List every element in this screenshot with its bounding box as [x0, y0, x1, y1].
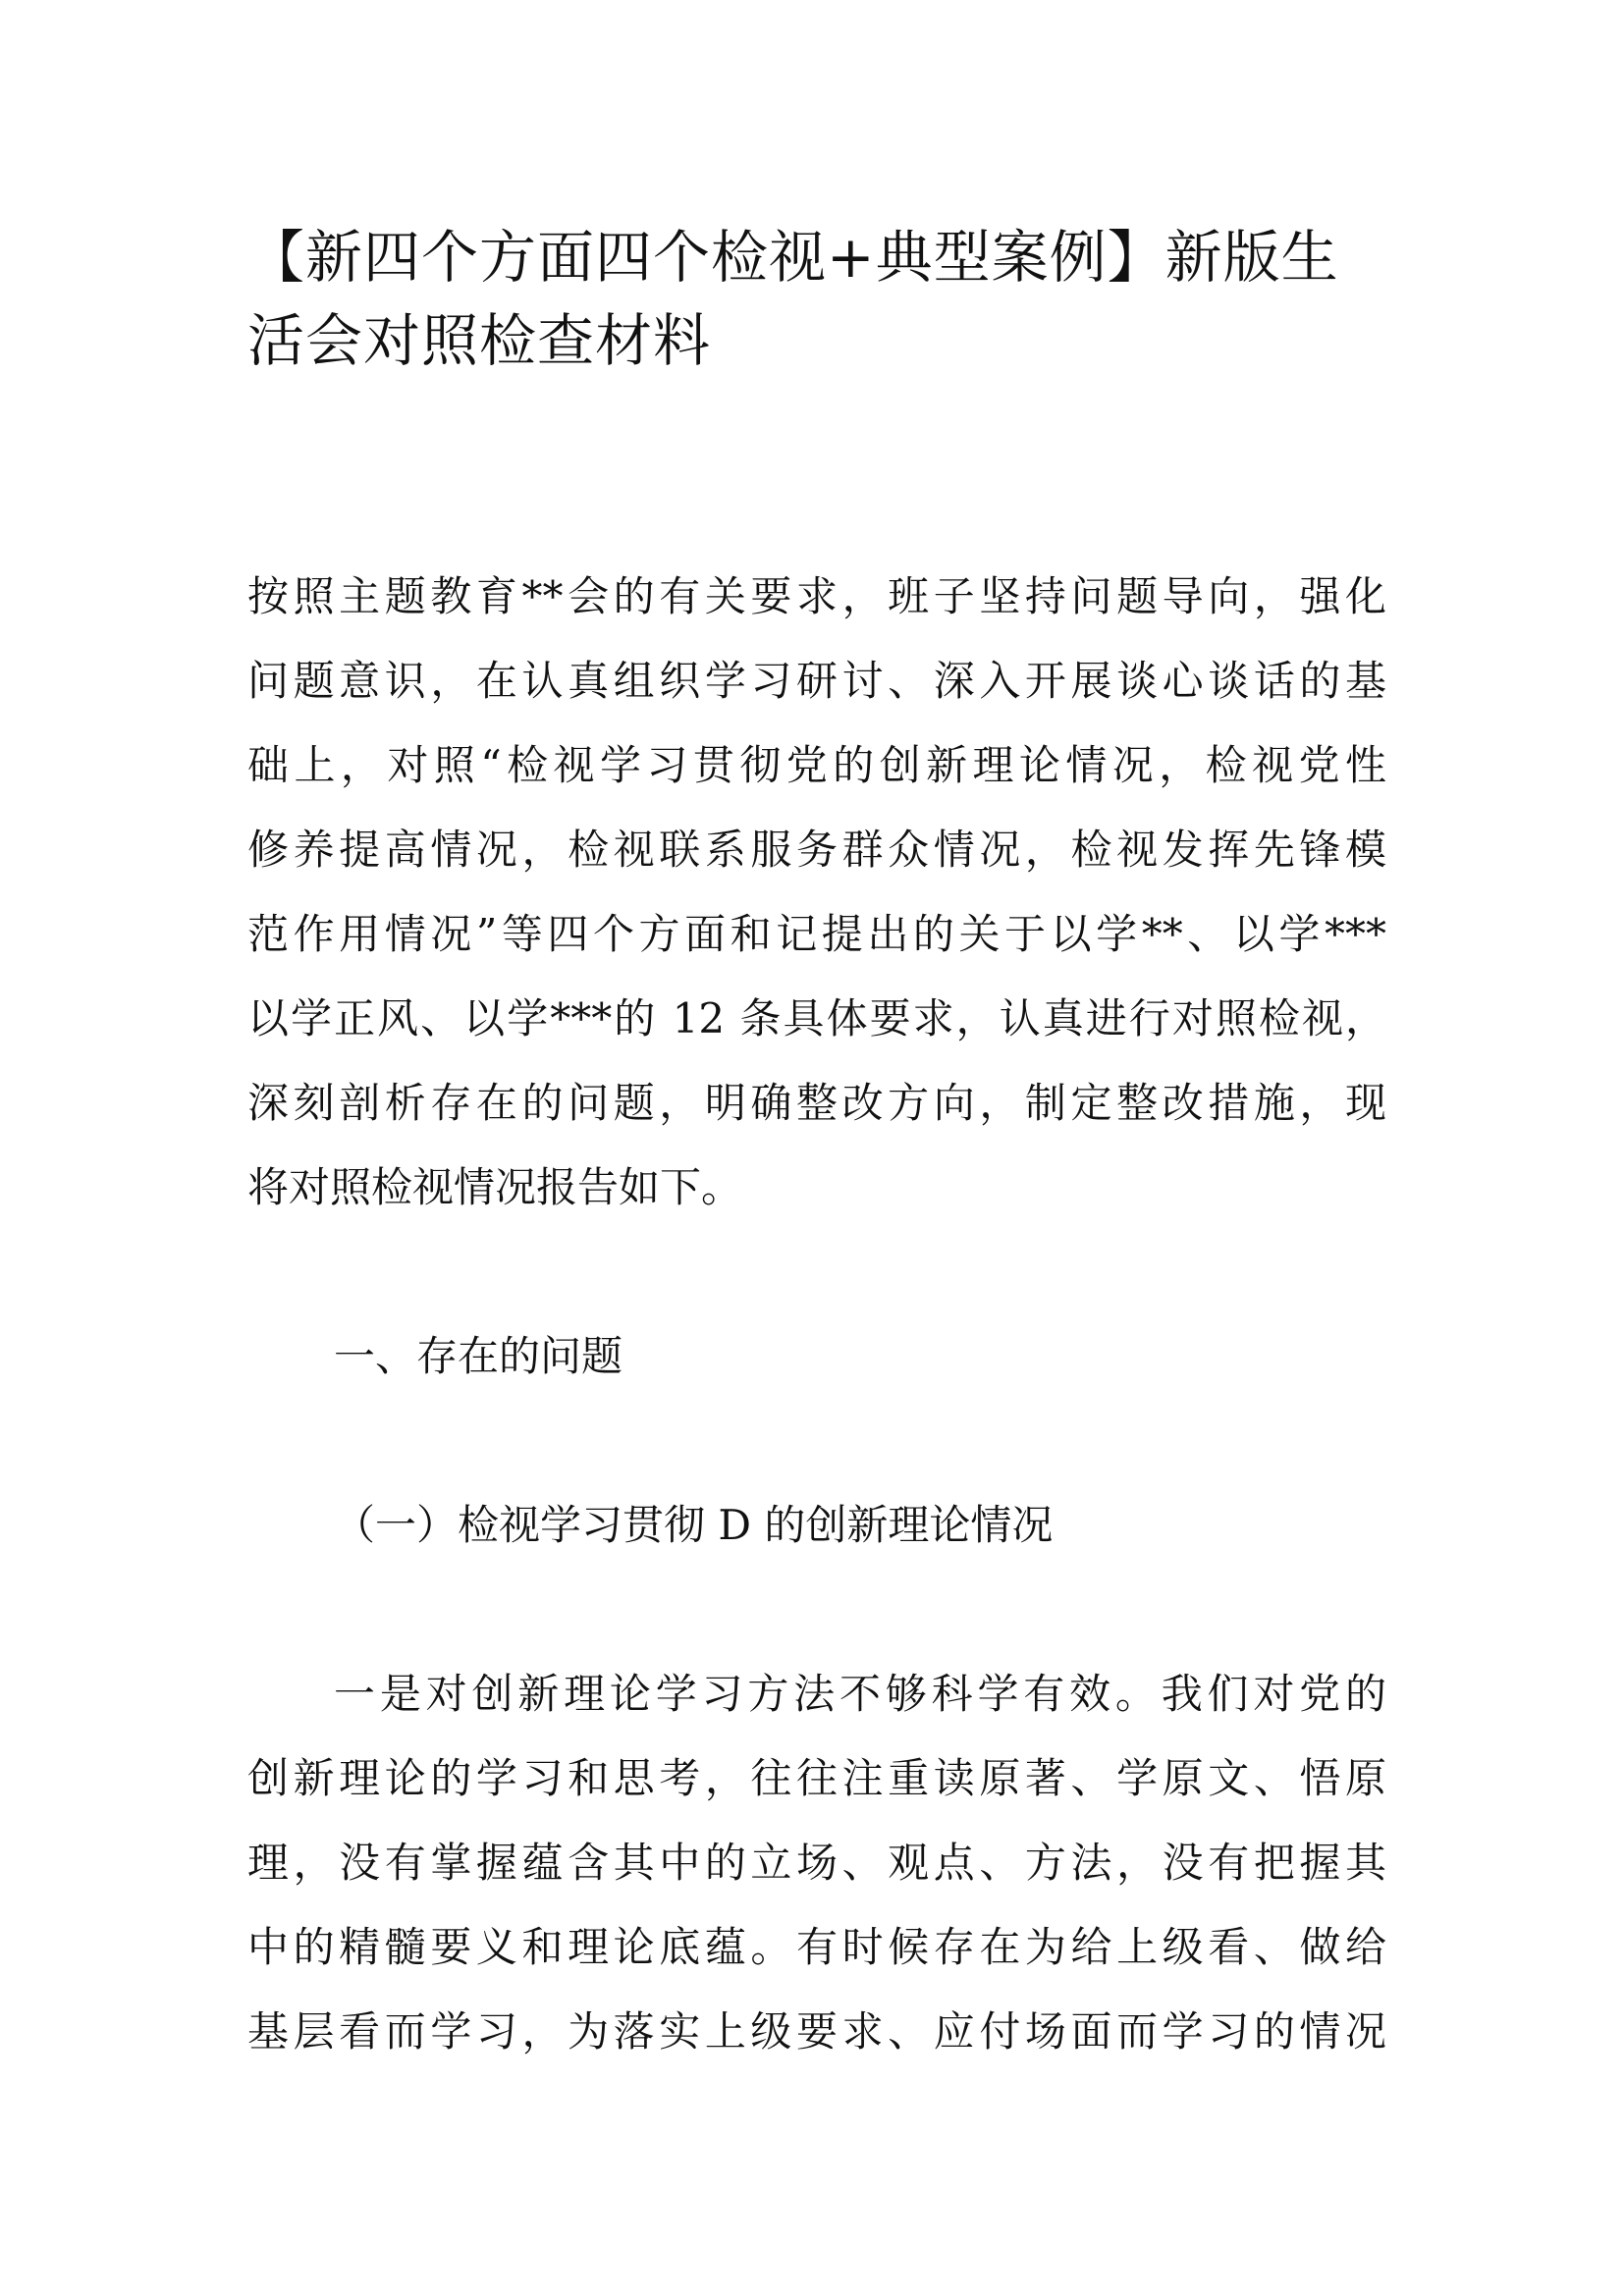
- intro-line-4: 修养提高情况，检视联系服务群众情况，检视发挥先锋模: [247, 826, 1386, 874]
- subsection-heading: （一）检视学习贯彻 D 的创新理论情况: [334, 1501, 1054, 1549]
- intro-line-6: 以学正风、以学***的 12 条具体要求，认真进行对照检视，: [247, 994, 1386, 1042]
- body-line-1: 一是对创新理论学习方法不够科学有效。我们对党的: [334, 1670, 1386, 1718]
- document-title: 【新四个方面四个检视+典型案例】新版生活会对照检查材料: [247, 224, 1339, 374]
- section-heading: 一、存在的问题: [334, 1332, 623, 1380]
- intro-line-5: 范作用情况”等四个方面和记提出的关于以学**、以学***: [247, 910, 1386, 958]
- body-line-5: 基层看而学习，为落实上级要求、应付场面而学习的情况: [247, 2007, 1386, 2056]
- intro-line-8: 将对照检视情况报告如下。: [247, 1163, 743, 1211]
- body-line-3: 理，没有掌握蕴含其中的立场、观点、方法，没有把握其: [247, 1839, 1386, 1887]
- intro-line-7: 深刻剖析存在的问题，明确整改方向，制定整改措施，现: [247, 1079, 1386, 1127]
- body-line-2: 创新理论的学习和思考，往往注重读原著、学原文、悟原: [247, 1754, 1386, 1802]
- body-line-4: 中的精髓要义和理论底蕴。有时候存在为给上级看、做给: [247, 1923, 1386, 1971]
- intro-line-3: 础上，对照“检视学习贯彻党的创新理论情况，检视党性: [247, 741, 1386, 789]
- intro-line-2: 问题意识，在认真组织学习研讨、深入开展谈心谈话的基: [247, 657, 1386, 705]
- intro-line-1: 按照主题教育**会的有关要求，班子坚持问题导向，强化: [247, 572, 1386, 620]
